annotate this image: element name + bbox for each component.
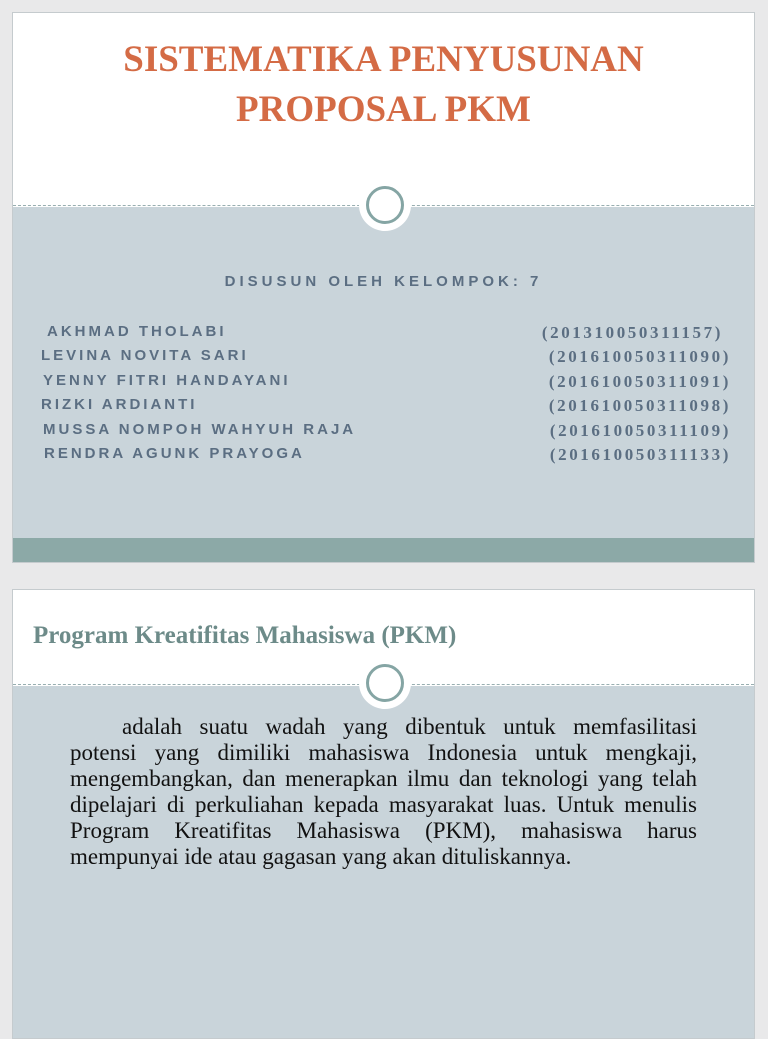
slide-title-line-2: PROPOSAL PKM (236, 89, 531, 130)
member-name: RENDRA AGUNK PRAYOGA (44, 445, 305, 462)
member-name: YENNY FITRI HANDAYANI (43, 372, 291, 389)
slide-1 (12, 12, 755, 563)
member-name: AKHMAD THOLABI (47, 323, 227, 340)
group-subtitle: DISUSUN OLEH KELOMPOK: 7 (224, 273, 543, 290)
title-area (13, 13, 754, 207)
member-nim: (201610050311109) (549, 421, 731, 440)
member-nim: (201610050311098) (548, 396, 731, 415)
member-row (41, 396, 731, 421)
slide-title: Program Kreatifitas Mahasiswa (PKM) (33, 622, 457, 649)
circle-ornament-icon (359, 657, 411, 709)
member-nim: (201310050311157) (541, 323, 723, 342)
member-nim: (201610050311133) (549, 445, 731, 464)
slide-title (13, 35, 754, 135)
member-nim: (201610050311091) (548, 372, 731, 391)
member-row (41, 445, 731, 470)
member-name: MUSSA NOMPOH WAHYUH RAJA (43, 421, 357, 438)
slide-title-line-1: SISTEMATIKA PENYUSUNAN (123, 39, 644, 80)
member-name: RIZKI ARDIANTI (41, 396, 198, 413)
accent-bar (13, 538, 754, 563)
circle-ornament-icon (359, 179, 411, 231)
member-row (41, 421, 731, 446)
slide-2 (12, 589, 755, 1039)
body-paragraph: adalah suatu wadah yang dibentuk untuk memfasilitasi potensi yang dimiliki mahasiswa Indonesia untuk mengkaji, mengembangkan, dan menerapkan ilmu dan teknologi yang telah dipelajari di perkuliahan kepada masyarakat luas. Untuk menulis Program Kreatifitas Mahasiswa (PKM), mahasiswa harus mempunyai ide atau gagasan yang akan dituliskannya. (70, 714, 697, 869)
member-row (41, 372, 731, 397)
member-name: LEVINA NOVITA SARI (41, 347, 249, 364)
member-nim: (201610050311090) (548, 347, 731, 366)
member-row (41, 347, 731, 372)
member-row (41, 323, 731, 348)
